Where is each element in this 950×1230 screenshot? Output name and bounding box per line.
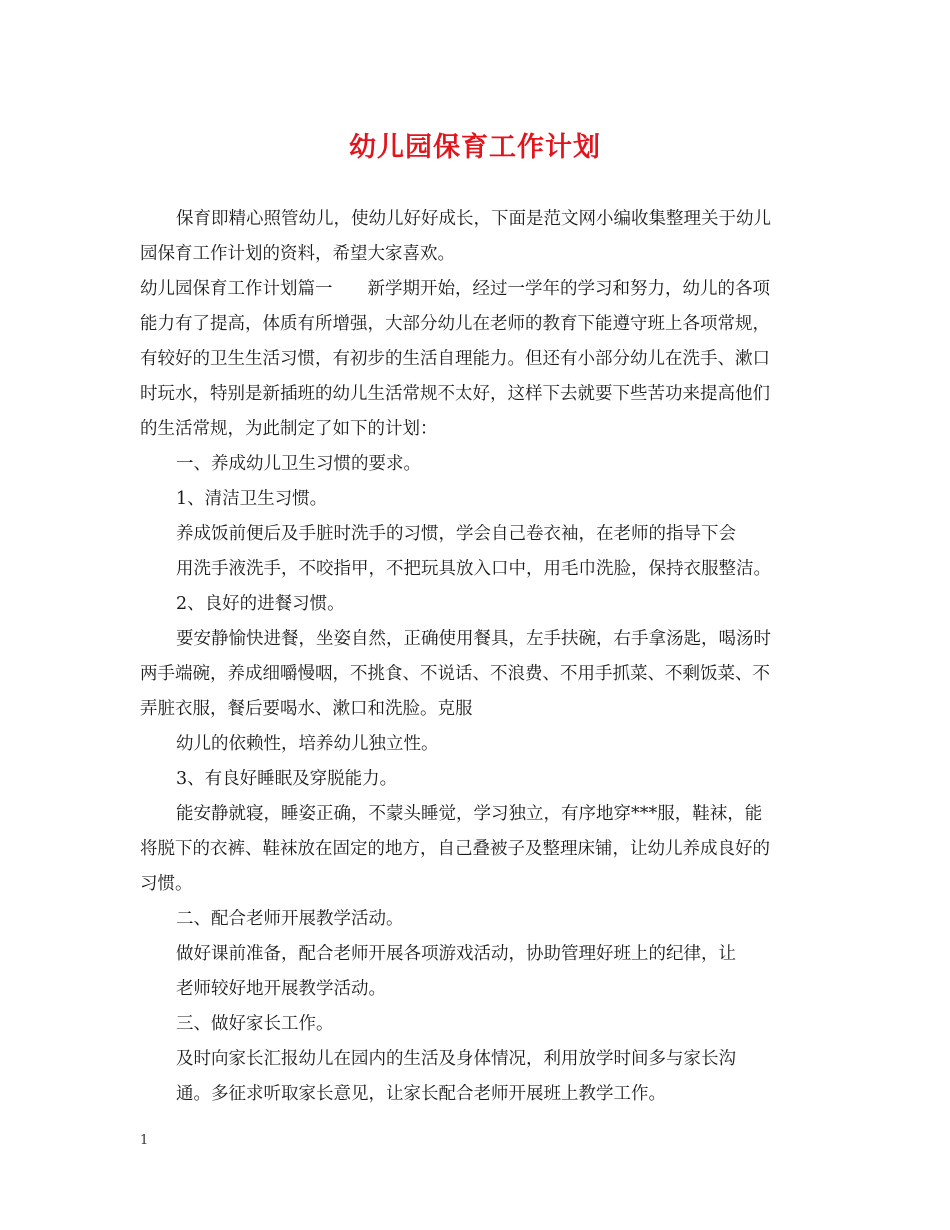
paragraph-line: 及时向家长汇报幼儿在园内的生活及身体情况，利用放学时间多与家长沟	[176, 1049, 736, 1069]
paragraph-line: 做好课前准备，配合老师开展各项游戏活动，协助管理好班上的纪律，让	[176, 944, 736, 964]
paragraph-line: 两手端碗，养成细嚼慢咽，不挑食、不说话、不浪费、不用手抓菜、不剩饭菜、不	[140, 664, 770, 684]
paragraph-line: 能力有了提高，体质有所增强，大部分幼儿在老师的教育下能遵守班上各项常规，	[140, 314, 770, 334]
subsection-heading: 1、清洁卫生习惯。	[176, 489, 328, 509]
paragraph-line: 养成饭前便后及手脏时洗手的习惯，学会自己卷衣袖，在老师的指导下会	[176, 524, 736, 544]
document-body	[140, 202, 812, 1112]
section-heading: 二、配合老师开展教学活动。	[176, 909, 404, 929]
paragraph-line: 弄脏衣服，餐后要喝水、漱口和洗脸。克服	[140, 699, 473, 719]
paragraph-line: 用洗手液洗手，不咬指甲，不把玩具放入口中，用毛巾洗脸，保持衣服整洁。	[176, 559, 771, 579]
page-number: 1	[140, 1133, 149, 1148]
paragraph-line: 有较好的卫生生活习惯，有初步的生活自理能力。但还有小部分幼儿在洗手、漱口	[140, 349, 770, 369]
section-heading: 一、养成幼儿卫生习惯的要求。	[176, 454, 421, 474]
subsection-heading: 3、有良好睡眠及穿脱能力。	[176, 769, 398, 789]
paragraph-line: 时玩水，特别是新插班的幼儿生活常规不太好，这样下去就要下些苦功来提高他们	[140, 384, 770, 404]
paragraph-line: 保育即精心照管幼儿，使幼儿好好成长，下面是范文网小编收集整理关于幼儿	[176, 209, 771, 229]
paragraph-line: 能安静就寝，睡姿正确，不蒙头睡觉，学习独立，有序地穿***服，鞋袜，能	[176, 804, 763, 824]
section-heading: 三、做好家长工作。	[176, 1014, 334, 1034]
paragraph-line: 的生活常规，为此制定了如下的计划：	[140, 419, 438, 439]
subsection-heading: 2、良好的进餐习惯。	[176, 594, 345, 614]
paragraph-line: 幼儿的依赖性，培养幼儿独立性。	[176, 734, 439, 754]
paragraph-line: 园保育工作计划的资料，希望大家喜欢。	[140, 244, 455, 264]
document-title: 幼儿园保育工作计划	[349, 132, 601, 163]
paragraph-line: 幼儿园保育工作计划篇一 新学期开始，经过一学年的学习和努力，幼儿的各项	[140, 279, 770, 299]
paragraph-line: 要安静愉快进餐，坐姿自然，正确使用餐具，左手扶碗，右手拿汤匙，喝汤时	[176, 629, 771, 649]
paragraph-line: 老师较好地开展教学活动。	[176, 979, 386, 999]
paragraph-line: 将脱下的衣裤、鞋袜放在固定的地方，自己叠被子及整理床铺，让幼儿养成良好的	[140, 839, 770, 859]
paragraph-line: 通。多征求听取家长意见，让家长配合老师开展班上教学工作。	[176, 1084, 666, 1104]
paragraph-line: 习惯。	[140, 874, 193, 894]
